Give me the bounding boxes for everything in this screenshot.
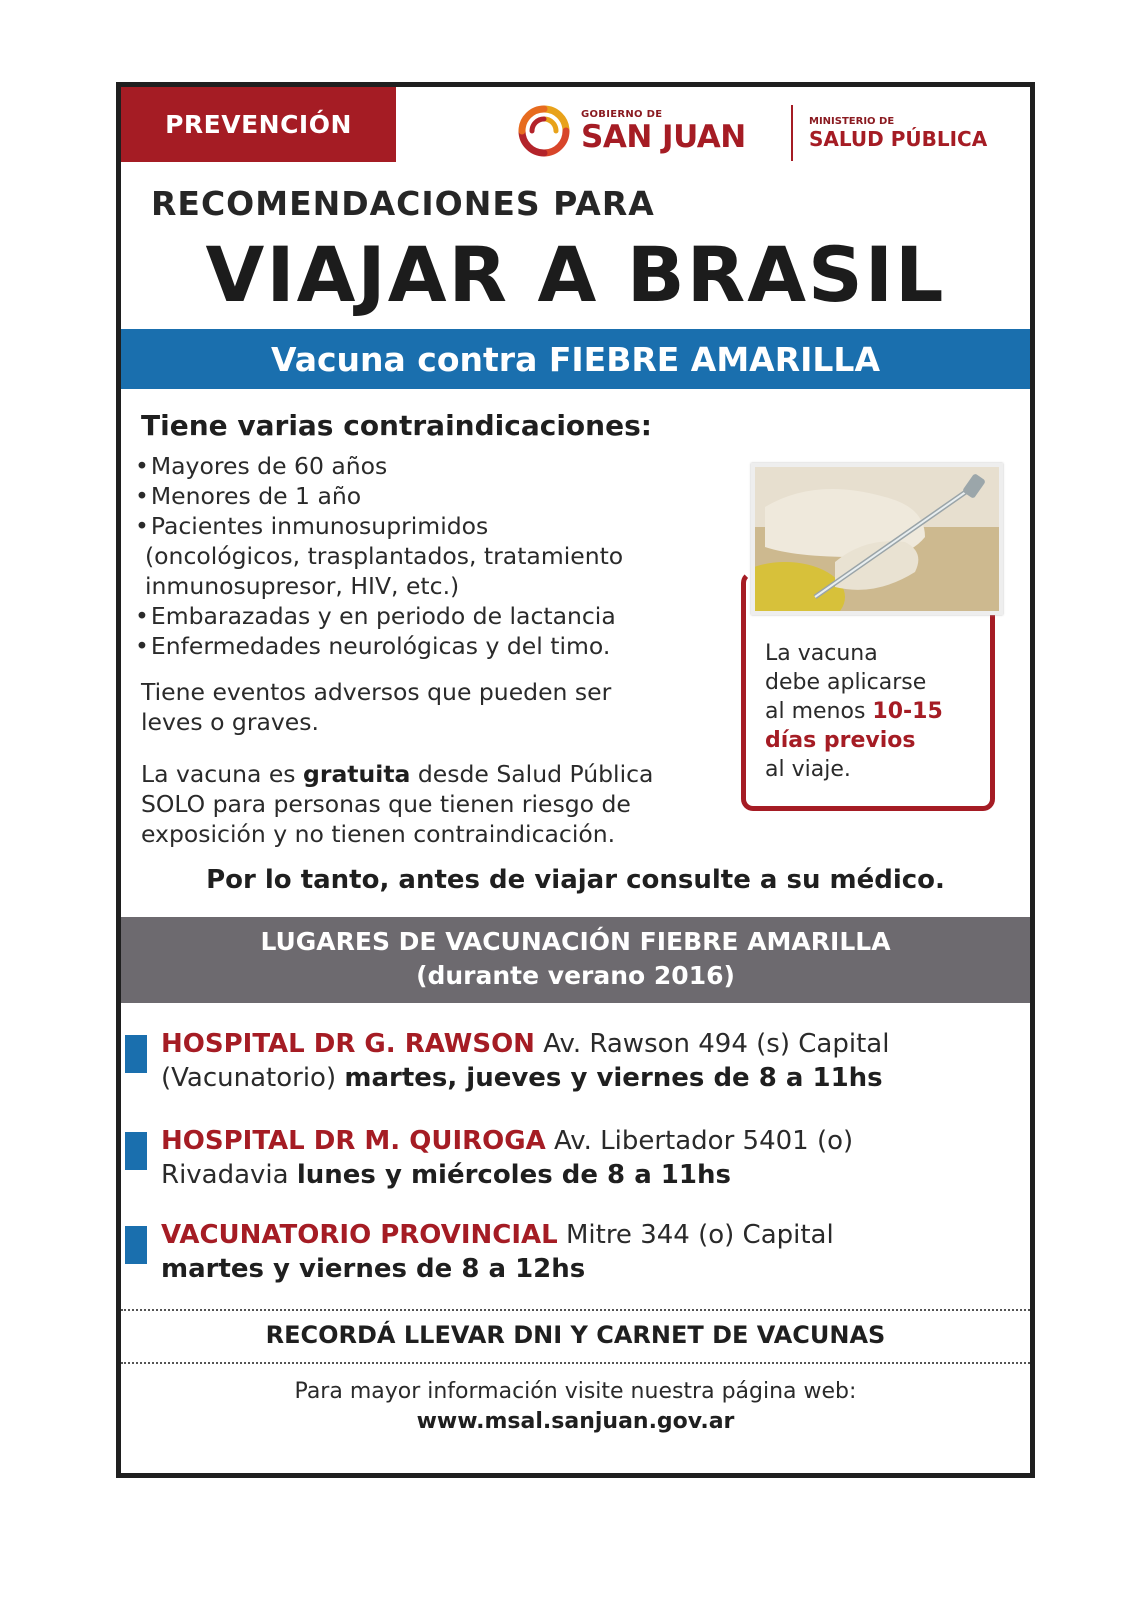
callout-line <box>765 697 995 726</box>
callout-days: 10-15 <box>872 699 943 724</box>
callout-line: días previos <box>765 728 916 753</box>
section-tag: PREVENCIÓN <box>121 87 396 162</box>
free-pre: La vacuna es <box>141 760 304 788</box>
bullet-square-icon <box>125 1132 147 1170</box>
ministry-small-label: MINISTERIO DE <box>809 116 895 127</box>
gov-small-label: GOBIERNO DE <box>581 108 663 120</box>
list-item: • Mayores de 60 años <box>135 451 735 481</box>
callout-line: La vacuna <box>765 641 878 666</box>
ministry-logo <box>809 117 987 149</box>
ministry-big-label: SALUD PÚBLICA <box>809 127 988 151</box>
place-name: HOSPITAL DR M. QUIROGA <box>161 1126 546 1156</box>
place-text <box>161 1218 1011 1286</box>
gov-big-label: SAN JUAN <box>581 118 746 155</box>
callout-text <box>765 639 995 784</box>
places-header-line: LUGARES DE VACUNACIÓN FIEBRE AMARILLA <box>260 927 891 956</box>
adverse-line: leves o graves. <box>141 708 319 736</box>
free-bold: gratuita <box>303 760 411 788</box>
dotted-divider <box>121 1309 1030 1311</box>
free-vaccine-paragraph <box>141 759 741 849</box>
page-title: VIAJAR A BRASIL <box>205 230 946 319</box>
vaccine-band: Vacuna contra FIEBRE AMARILLA <box>121 329 1030 389</box>
poster <box>116 82 1035 1478</box>
list-item-continuation: inmunosupresor, HIV, etc.) <box>145 572 460 600</box>
callout-line: debe aplicarse <box>765 670 927 695</box>
title-kicker: RECOMENDACIONES PARA <box>151 184 655 223</box>
free-line <box>141 759 741 789</box>
place-address: Av. Rawson 494 (s) Capital <box>534 1029 890 1059</box>
place-address: Mitre 344 (o) Capital <box>557 1220 834 1250</box>
vaccine-photo <box>751 463 1003 615</box>
website-link[interactable]: www.msal.sanjuan.gov.ar <box>416 1409 735 1434</box>
place-text <box>161 1027 1011 1095</box>
list-item: • Pacientes inmunosuprimidos <box>135 511 735 541</box>
list-item: • Menores de 1 año <box>135 481 735 511</box>
place-schedule: martes y viernes de 8 a 12hs <box>161 1254 586 1284</box>
place-address: Av. Libertador 5401 (o) <box>545 1126 854 1156</box>
conclusion: Por lo tanto, antes de viajar consulte a su médico. <box>206 865 945 895</box>
contraindications-list <box>135 451 735 661</box>
list-item-continuation: (oncológicos, trasplantados, tratamiento <box>145 542 624 570</box>
adverse-events-paragraph <box>141 677 741 737</box>
places-header <box>121 917 1030 1003</box>
place-name: VACUNATORIO PROVINCIAL <box>161 1220 558 1250</box>
free-line: SOLO para personas que tienen riesgo de <box>141 790 631 818</box>
place-detail: Rivadavia <box>161 1160 297 1190</box>
place-name: HOSPITAL DR G. RAWSON <box>161 1029 535 1059</box>
callout-line: al viaje. <box>765 757 851 782</box>
place-detail: (Vacunatorio) <box>161 1063 345 1093</box>
reminder: RECORDÁ LLEVAR DNI Y CARNET DE VACUNAS <box>265 1321 886 1349</box>
sun-logo-icon <box>513 103 575 159</box>
free-line: exposición y no tienen contraindicación. <box>141 820 616 848</box>
places-header-line: (durante verano 2016) <box>416 961 735 990</box>
list-item: • Enfermedades neurológicas y del timo. <box>135 631 735 661</box>
contraindications-title: Tiene varias contraindicaciones: <box>141 409 652 442</box>
info-line: Para mayor información visite nuestra página web: <box>294 1379 857 1404</box>
place-text <box>161 1124 1011 1192</box>
callout-pre: al menos <box>765 699 873 724</box>
place-schedule: lunes y miércoles de 8 a 11hs <box>296 1160 731 1190</box>
adverse-line: Tiene eventos adversos que pueden ser <box>141 678 612 706</box>
bullet-square-icon <box>125 1035 147 1073</box>
logo-divider <box>791 105 793 161</box>
syringe-photo-icon <box>755 467 999 611</box>
bullet-square-icon <box>125 1226 147 1264</box>
gov-logo <box>513 99 746 163</box>
dotted-divider <box>121 1362 1030 1364</box>
info-footer <box>121 1377 1030 1437</box>
free-post: desde Salud Pública <box>410 760 654 788</box>
place-schedule: martes, jueves y viernes de 8 a 11hs <box>344 1063 883 1093</box>
list-item: • Embarazadas y en periodo de lactancia <box>135 601 735 631</box>
